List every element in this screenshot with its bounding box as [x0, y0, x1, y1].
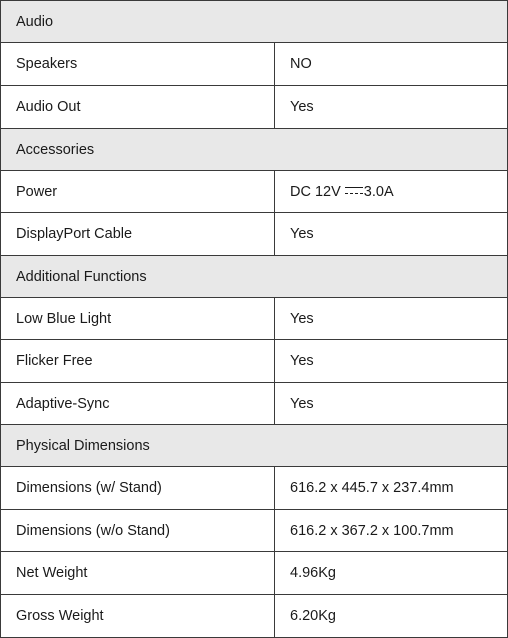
spec-value: 6.20Kg — [275, 595, 508, 638]
spec-label: DisplayPort Cable — [1, 213, 275, 256]
power-current: 3.0A — [363, 183, 394, 200]
section-title: Audio — [1, 1, 508, 43]
spec-label: Power — [1, 171, 275, 213]
table-row — [1, 383, 508, 425]
spec-value: 616.2 x 367.2 x 100.7mm — [275, 510, 508, 552]
table-row — [1, 340, 508, 383]
spec-label: Audio Out — [1, 86, 275, 129]
table-row — [1, 213, 508, 256]
section-title: Accessories — [1, 129, 508, 171]
spec-label: Dimensions (w/o Stand) — [1, 510, 275, 552]
table-row — [1, 595, 508, 638]
spec-value: 4.96Kg — [275, 552, 508, 595]
spec-value: Yes — [275, 340, 508, 383]
table-row — [1, 86, 508, 129]
spec-label: Flicker Free — [1, 340, 275, 383]
section-title: Additional Functions — [1, 256, 508, 298]
spec-value: Yes — [275, 383, 508, 425]
section-header-physical-dimensions — [1, 425, 508, 467]
spec-value: NO — [275, 43, 508, 86]
power-voltage: DC 12V — [290, 183, 341, 200]
section-header-accessories — [1, 129, 508, 171]
spec-value: Yes — [275, 86, 508, 129]
spec-label: Adaptive-Sync — [1, 383, 275, 425]
spec-value-power — [275, 171, 508, 213]
spec-label: Gross Weight — [1, 595, 275, 638]
spec-label: Net Weight — [1, 552, 275, 595]
spec-value: 616.2 x 445.7 x 237.4mm — [275, 467, 508, 510]
section-header-additional-functions — [1, 256, 508, 298]
spec-value: Yes — [275, 298, 508, 340]
table-row — [1, 552, 508, 595]
table-row — [1, 467, 508, 510]
table-row — [1, 298, 508, 340]
dc-current-icon — [345, 187, 363, 194]
spec-label: Speakers — [1, 43, 275, 86]
section-header-audio — [1, 1, 508, 43]
table-row — [1, 43, 508, 86]
table-row — [1, 171, 508, 213]
table-row — [1, 510, 508, 552]
section-title: Physical Dimensions — [1, 425, 508, 467]
spec-label: Dimensions (w/ Stand) — [1, 467, 275, 510]
spec-value: Yes — [275, 213, 508, 256]
spec-label: Low Blue Light — [1, 298, 275, 340]
